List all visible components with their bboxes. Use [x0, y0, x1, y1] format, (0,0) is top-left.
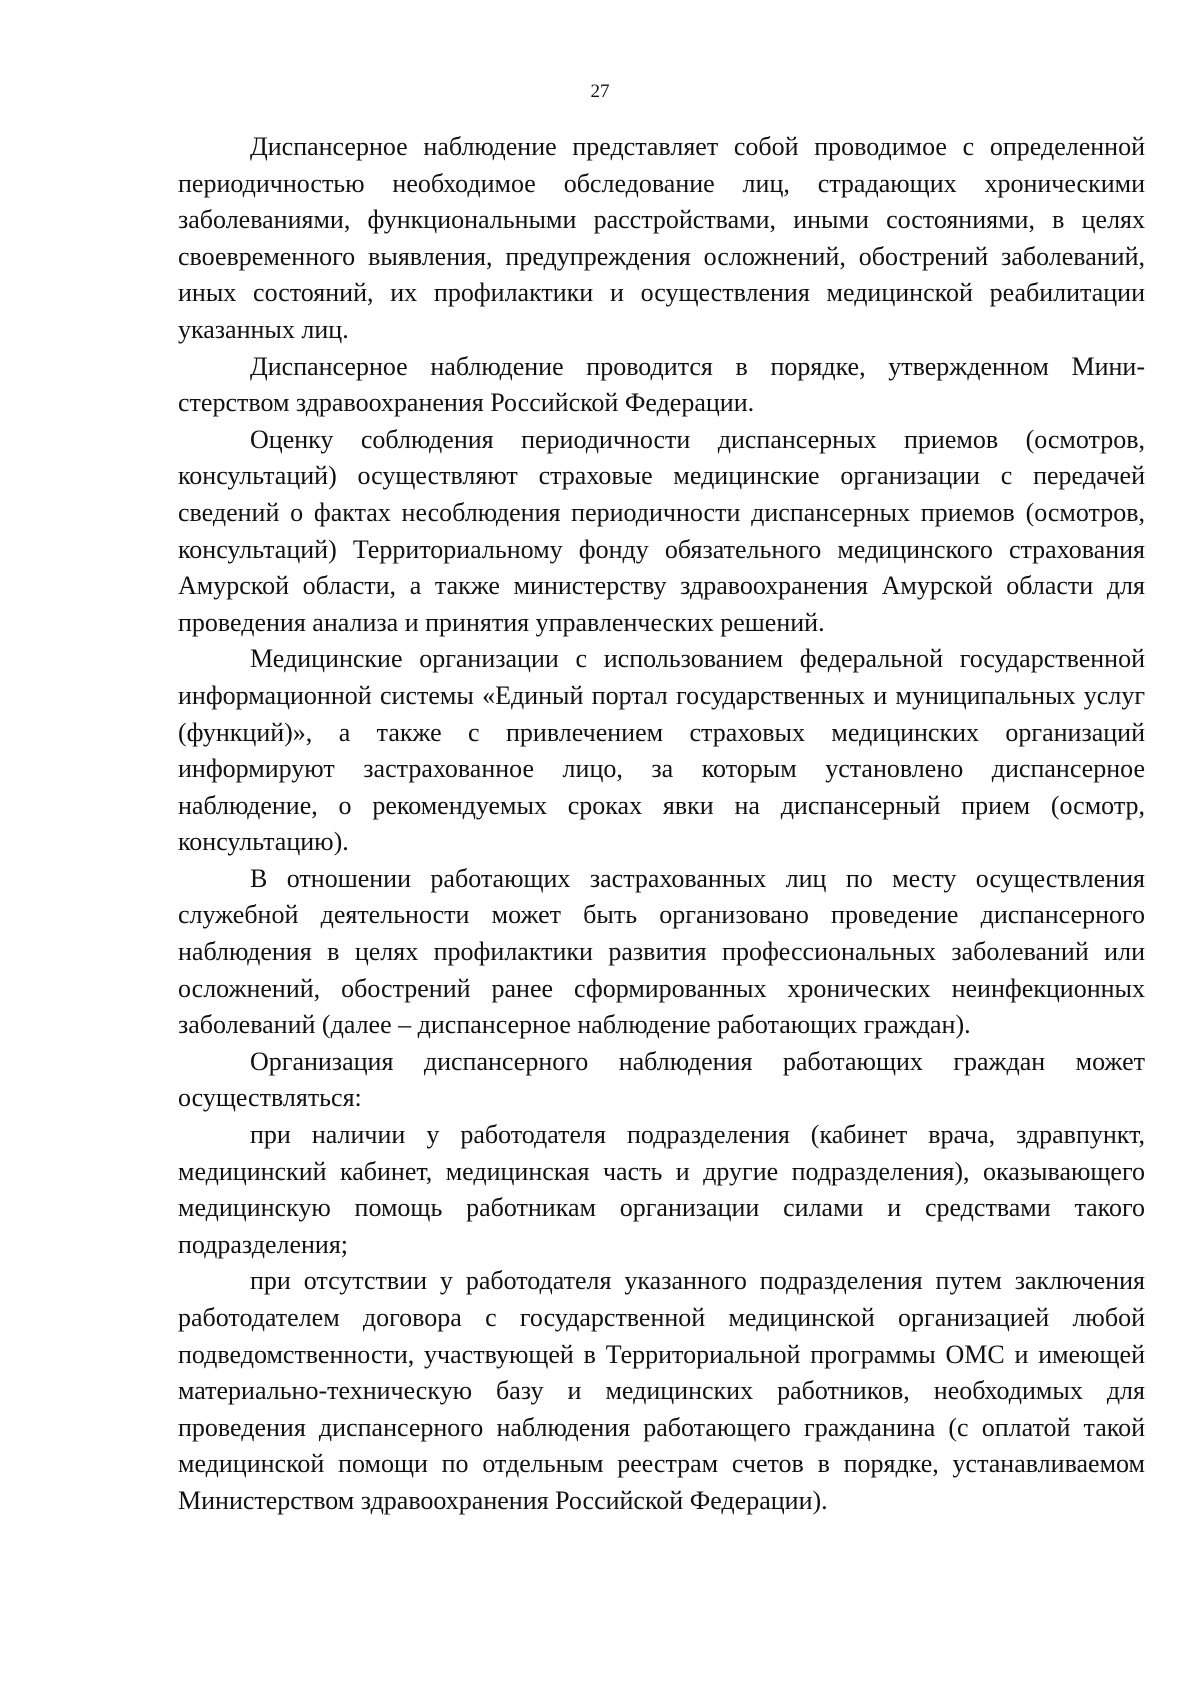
paragraph-organization-intro: Организация диспансерного наблюдения работающих граждан может осуществляться: — [178, 1046, 1145, 1113]
paragraph-dispensary-order: Диспансерное наблюдение проводится в порядке, утвержденном Министерством здравоохранения Российской Федерации. — [178, 351, 1145, 418]
paragraph-employer-unit-absent: при отсутствии у работодателя указанного подразделения путем заключения работодателем договора с государственной медицинской организацией любой подведомственности, участвующей в Территориальной программы ОМС и имеющей материально-техническую базу и медицинских работников, необходимых для проведения диспансерного наблюдения работающего гражданина (с оплатой такой медицинской помощи по отдельным реестрам счетов в порядке, устанавливаемом Министерством здравоохранения Российской Федерации). — [178, 1266, 1145, 1515]
paragraph-informing-insured: Медицинские организации с использованием федеральной государственной информационной системы «Единый портал государственных и муниципальных услуг (функций)», а также с привлечением страховых медицинских организаций информируют застрахованное лицо, за которым установлено диспансерное наблюдение, о рекомендуемых сроках явки на диспансерный прием (осмотр, консультацию). — [178, 644, 1145, 857]
document-body — [178, 129, 1145, 1520]
page-number: 27 — [590, 81, 610, 102]
paragraph-working-citizens: В отношении работающих застрахованных лиц по месту осуществления служебной деятельности может быть организовано проведение диспансерного наблюдения в целях профилактики развития профессиональных заболеваний или осложнений, обострений ранее сформированных хронических неинфекционных заболеваний (далее – диспансерное наблюдение работающих граждан). — [178, 863, 1145, 1040]
paragraph-periodicity-assessment: Оценку соблюдения периодичности диспансерных приемов (осмотров, консультаций) осуществляют страховые медицинские организации с передачей сведений о фактах несоблюдения периодичности диспансерных приемов (осмотров, консультаций) Территориальному фонду обязательного медицинского страхования Амурской области, а также министерству здравоохранения Амурской области для проведения анализа и принятия управленческих решений. — [178, 424, 1145, 637]
paragraph-employer-unit-present: при наличии у работодателя подразделения (кабинет врача, здравпункт, медицинский кабинет, медицинская часть и другие подразделения), оказывающего медицинскую помощь работникам организации силами и средствами такого подразделения; — [178, 1120, 1145, 1259]
paragraph-dispensary-definition: Диспансерное наблюдение представляет собой проводимое с определенной периодичностью необходимое обследование лиц, страдающих хроническими заболеваниями, функциональными расстройствами, иными состояниями, в целях своевременного выявления, предупреждения осложнений, обострений заболеваний, иных состояний, их профилактики и осуществления медицинской реабилитации указанных лиц. — [178, 132, 1145, 344]
